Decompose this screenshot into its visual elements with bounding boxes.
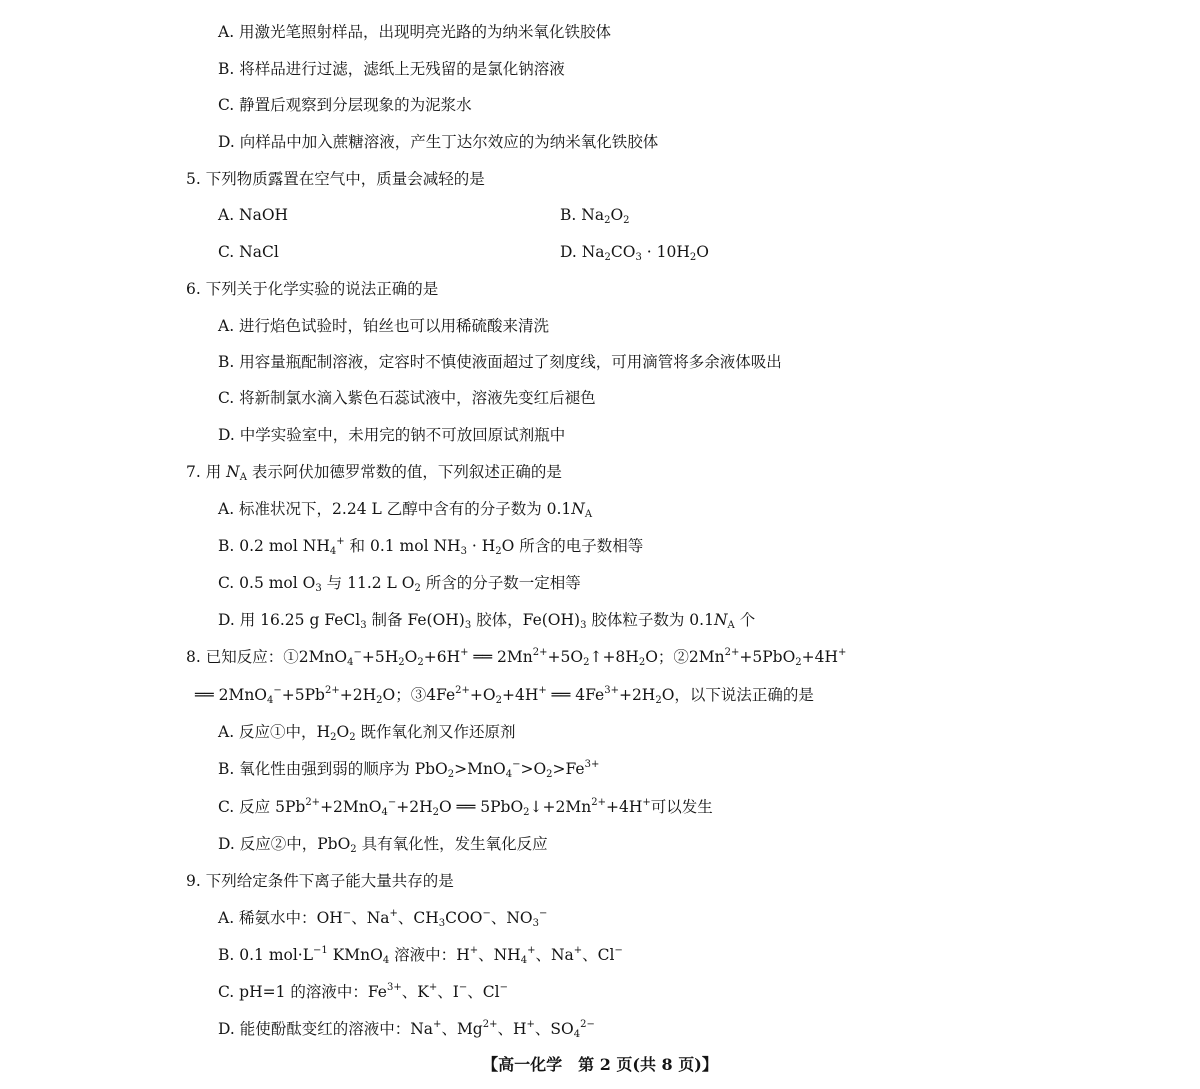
q8-option-d: D. 反应②中，PbO$_2$ 具有氧化性，发生氧化反应 bbox=[218, 835, 548, 855]
page-footer: 【高一化学 第 2 页(共 8 页)】 bbox=[482, 1055, 718, 1074]
q5-option-a: A. NaOH bbox=[218, 206, 289, 224]
q5-option-c: C. NaCl bbox=[218, 243, 279, 261]
q8-stem-continued: ══ $2MnO_4^-+5Pb^{2+}+2H_2O$；$③4Fe^{2+}+O_2+4H^+$ ══ $4Fe^{3+}+2H_2O$，以下说法正确的是 bbox=[195, 685, 814, 706]
q6-option-a: A. 进行焰色试验时，铂丝也可以用稀硫酸来清洗 bbox=[218, 317, 550, 335]
q7-option-c: C. 0.5 mol $O_3$ 与 11.2 L $O_2$ 所含的分子数一定相等 bbox=[218, 574, 581, 594]
q4-option-a: A. 用激光笔照射样品，出现明亮光路的为纳米氧化铁胶体 bbox=[218, 23, 612, 41]
q8-stem: 8. 已知反应：$①2MnO_4^-+5H_2O_2+6H^+$ ══ $2Mn^{2+}+5O_2↑+8H_2O$；$②2Mn^{2+}+5PbO_2+4H^+$ bbox=[186, 647, 847, 668]
q9-option-b: B. 0.1 $mol\cdot L^{-1}$ KMnO$_4$ 溶液中：H+、$NH_4^+$、Na+、Cl− bbox=[218, 945, 623, 966]
q5-option-b: B. $Na_2O_2$ bbox=[560, 206, 630, 226]
q7-option-a: A. 标准状况下，2.24 L 乙醇中含有的分子数为 $0.1N_A$ bbox=[218, 500, 593, 520]
q5-stem: 5. 下列物质露置在空气中，质量会减轻的是 bbox=[186, 170, 485, 188]
q7-stem: 7. 用 $N_A$ 表示阿伏加德罗常数的值，下列叙述正确的是 bbox=[186, 463, 562, 483]
q9-stem: 9. 下列给定条件下离子能大量共存的是 bbox=[186, 872, 454, 890]
q6-option-b: B. 用容量瓶配制溶液，定容时不慎使液面超过了刻度线，可用滴管将多余液体吸出 bbox=[218, 353, 782, 371]
q8-option-a: A. 反应①中，$H_2O_2$ 既作氧化剂又作还原剂 bbox=[218, 723, 516, 743]
q7-option-b: B. 0.2 mol $NH_4^+$ 和 0.1 mol $NH_3 \cdot H_2O$ 所含的电子数相等 bbox=[218, 536, 644, 557]
q5-option-d: D. $Na_2CO_3 \cdot 10H_2O$ bbox=[560, 243, 709, 263]
q4-option-d: D. 向样品中加入蔗糖溶液，产生丁达尔效应的为纳米氧化铁胶体 bbox=[218, 133, 659, 151]
q8-option-c: C. 反应 $5Pb^{2+}+2MnO_4^-+2H_2O$ ══ $5PbO_2↓+2Mn^{2+}+4H^+$可以发生 bbox=[218, 797, 713, 818]
q9-option-c: C. pH=1 的溶液中：$Fe^{3+}$、K+、I−、Cl− bbox=[218, 982, 508, 1001]
q6-option-c: C. 将新制氯水滴入紫色石蕊试液中，溶液先变红后褪色 bbox=[218, 389, 596, 407]
q9-option-d: D. 能使酚酞变红的溶液中：Na+、$Mg^{2+}$、H+、$SO_4^{2-}$ bbox=[218, 1019, 595, 1040]
q6-option-d: D. 中学实验室中，未用完的钠不可放回原试剂瓶中 bbox=[218, 426, 566, 444]
q4-option-b: B. 将样品进行过滤，滤纸上无残留的是氯化钠溶液 bbox=[218, 60, 565, 78]
q7-option-d: D. 用 16.25 g FeCl$_3$ 制备 $Fe(OH)_3$ 胶体，$Fe(OH)_3$ 胶体粒子数为 $0.1N_A$ 个 bbox=[218, 611, 756, 631]
q9-option-a: A. 稀氨水中：OH−、Na+、$CH_3COO^-$、$NO_3^-$ bbox=[218, 908, 548, 929]
q6-stem: 6. 下列关于化学实验的说法正确的是 bbox=[186, 280, 439, 298]
q4-option-c: C. 静置后观察到分层现象的为泥浆水 bbox=[218, 96, 472, 114]
q8-option-b: B. 氧化性由强到弱的顺序为 $PbO_2>MnO_4^->O_2>Fe^{3+}$ bbox=[218, 759, 600, 780]
